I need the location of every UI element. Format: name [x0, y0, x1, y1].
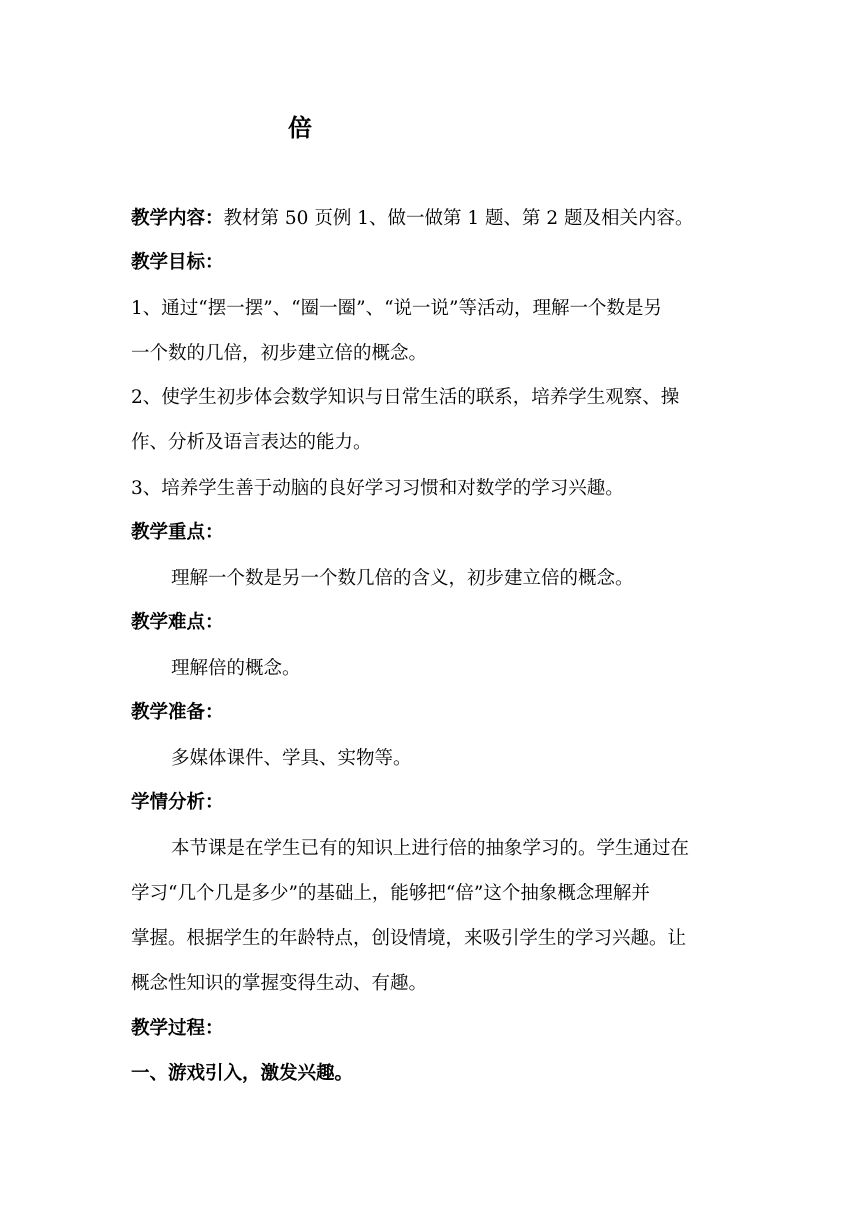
process-heading: 教学过程： — [131, 1018, 224, 1039]
analysis-line: 概念性知识的掌握变得生动、有趣。 — [131, 973, 428, 994]
objective-line: 作、分析及语言表达的能力。 — [131, 432, 372, 453]
preparation-heading: 教学准备： — [131, 702, 224, 723]
difficulty-heading: 教学难点： — [131, 612, 224, 633]
analysis-line: 本节课是在学生已有的知识上进行倍的抽象学习的。学生通过在 — [171, 838, 690, 859]
analysis-line: 掌握。根据学生的年龄特点，创设情境，来吸引学生的学习兴趣。让 — [131, 928, 687, 949]
objective-line: 1、通过“摆一摆”、“圈一圈”、“说一说”等活动，理解一个数是另 — [131, 298, 663, 319]
objective-line: 一个数的几倍，初步建立倍的概念。 — [131, 343, 428, 364]
document-title: 倍 — [288, 113, 312, 142]
content-text: 教材第 50 页例 1、做一做第 1 题、第 2 题及相关内容。 — [223, 208, 694, 229]
analysis-line: 学习“几个几是多少”的基础上，能够把“倍”这个抽象概念理解并 — [131, 883, 650, 904]
objectives-heading: 教学目标： — [131, 252, 224, 273]
content-label: 教学内容： — [131, 208, 224, 229]
key-point-heading: 教学重点： — [131, 522, 224, 543]
objective-line: 3、培养学生善于动脑的良好学习习惯和对数学的学习兴趣。 — [131, 478, 624, 499]
objective-line: 2、使学生初步体会数学知识与日常生活的联系，培养学生观察、操 — [131, 387, 680, 408]
preparation-text: 多媒体课件、学具、实物等。 — [171, 748, 412, 769]
difficulty-text: 理解倍的概念。 — [171, 658, 301, 679]
content-line — [131, 207, 731, 231]
analysis-heading: 学情分析： — [131, 792, 224, 813]
process-step-1: 一、游戏引入，激发兴趣。 — [131, 1063, 354, 1084]
key-point-text: 理解一个数是另一个数几倍的含义，初步建立倍的概念。 — [171, 568, 634, 589]
